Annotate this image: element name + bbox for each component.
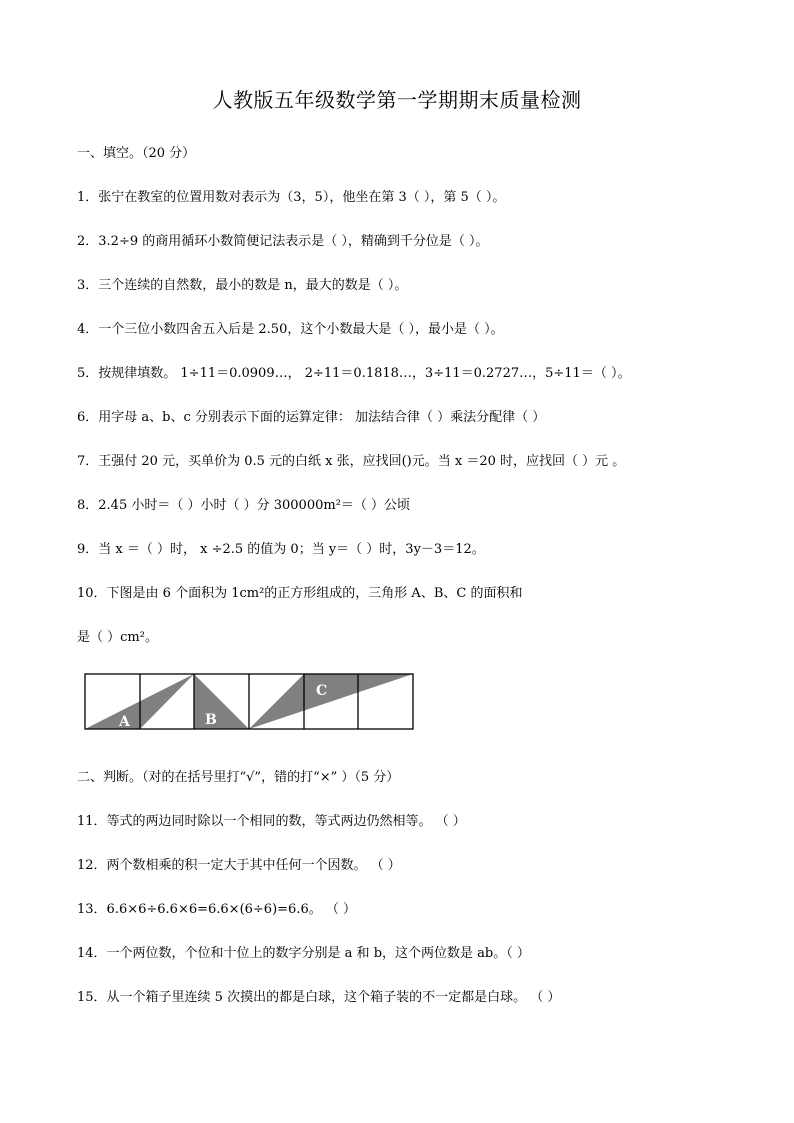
question-6: 6．用字母 a、b、c 分别表示下面的运算定律： 加法结合律（ ）乘法分配律（ ） [77, 410, 546, 425]
squares-diagram [84, 672, 424, 734]
question-14: 14．一个两位数，个位和十位上的数字分别是 a 和 b，这个两位数是 ab。（ ） [77, 946, 530, 961]
triangle-c [249, 674, 413, 729]
page-title: 人教版五年级数学第一学期期末质量检测 [212, 88, 582, 112]
section2-heading: 二、判断。（对的在括号里打“√”，错的打“×” ）（5 分） [77, 770, 400, 785]
question-12: 12．两个数相乘的积一定大于其中任何一个因数。 （ ） [77, 858, 401, 873]
question-4: 4．一个三位小数四舍五入后是 2.50，这个小数最大是（ ），最小是（ ）。 [77, 322, 504, 337]
question-15: 15．从一个箱子里连续 5 次摸出的都是白球，这个箱子装的不一定都是白球。 （ ） [77, 990, 561, 1005]
question-9: 9．当 x ＝（ ）时， x ÷2.5 的值为 0；当 y＝（ ）时，3y－3＝12。 [77, 542, 485, 557]
question-10-line1: 10．下图是由 6 个面积为 1cm²的正方形组成的，三角形 A、B、C 的面积和 [77, 586, 523, 601]
label-b: B [205, 712, 217, 728]
question-1: 1．张宁在教室的位置用数对表示为（3，5），他坐在第 3（ ），第 5（ ）。 [77, 190, 506, 205]
section1-heading: 一、填空。（20 分） [77, 146, 196, 161]
question-7: 7．王强付 20 元，买单价为 0.5 元的白纸 x 张，应找回()元。当 x ＝20 时，应找回（ ）元 。 [77, 454, 626, 469]
label-c: C [316, 683, 328, 699]
question-3: 3．三个连续的自然数，最小的数是 n，最大的数是（ ）。 [77, 278, 408, 293]
question-13: 13．6.6×6÷6.6×6=6.6×(6÷6)=6.6。 （ ） [77, 902, 356, 917]
question-11: 11．等式的两边同时除以一个相同的数，等式两边仍然相等。 （ ） [77, 814, 466, 829]
triangle-figure [84, 672, 424, 738]
triangle-b [194, 674, 249, 729]
question-2: 2．3.2÷9 的商用循环小数简便记法表示是（ ），精确到千分位是（ ）。 [77, 234, 489, 249]
question-10-line2: 是（ ）cm²。 [77, 630, 158, 645]
question-8: 8．2.45 小时＝（ ）小时（ ）分 300000m²＝（ ）公顷 [77, 498, 411, 513]
label-a: A [119, 714, 130, 730]
question-5: 5．按规律填数。 1÷11＝0.0909…， 2÷11＝0.1818…，3÷11＝0.2727…，5÷11＝（ ）。 [77, 366, 631, 381]
